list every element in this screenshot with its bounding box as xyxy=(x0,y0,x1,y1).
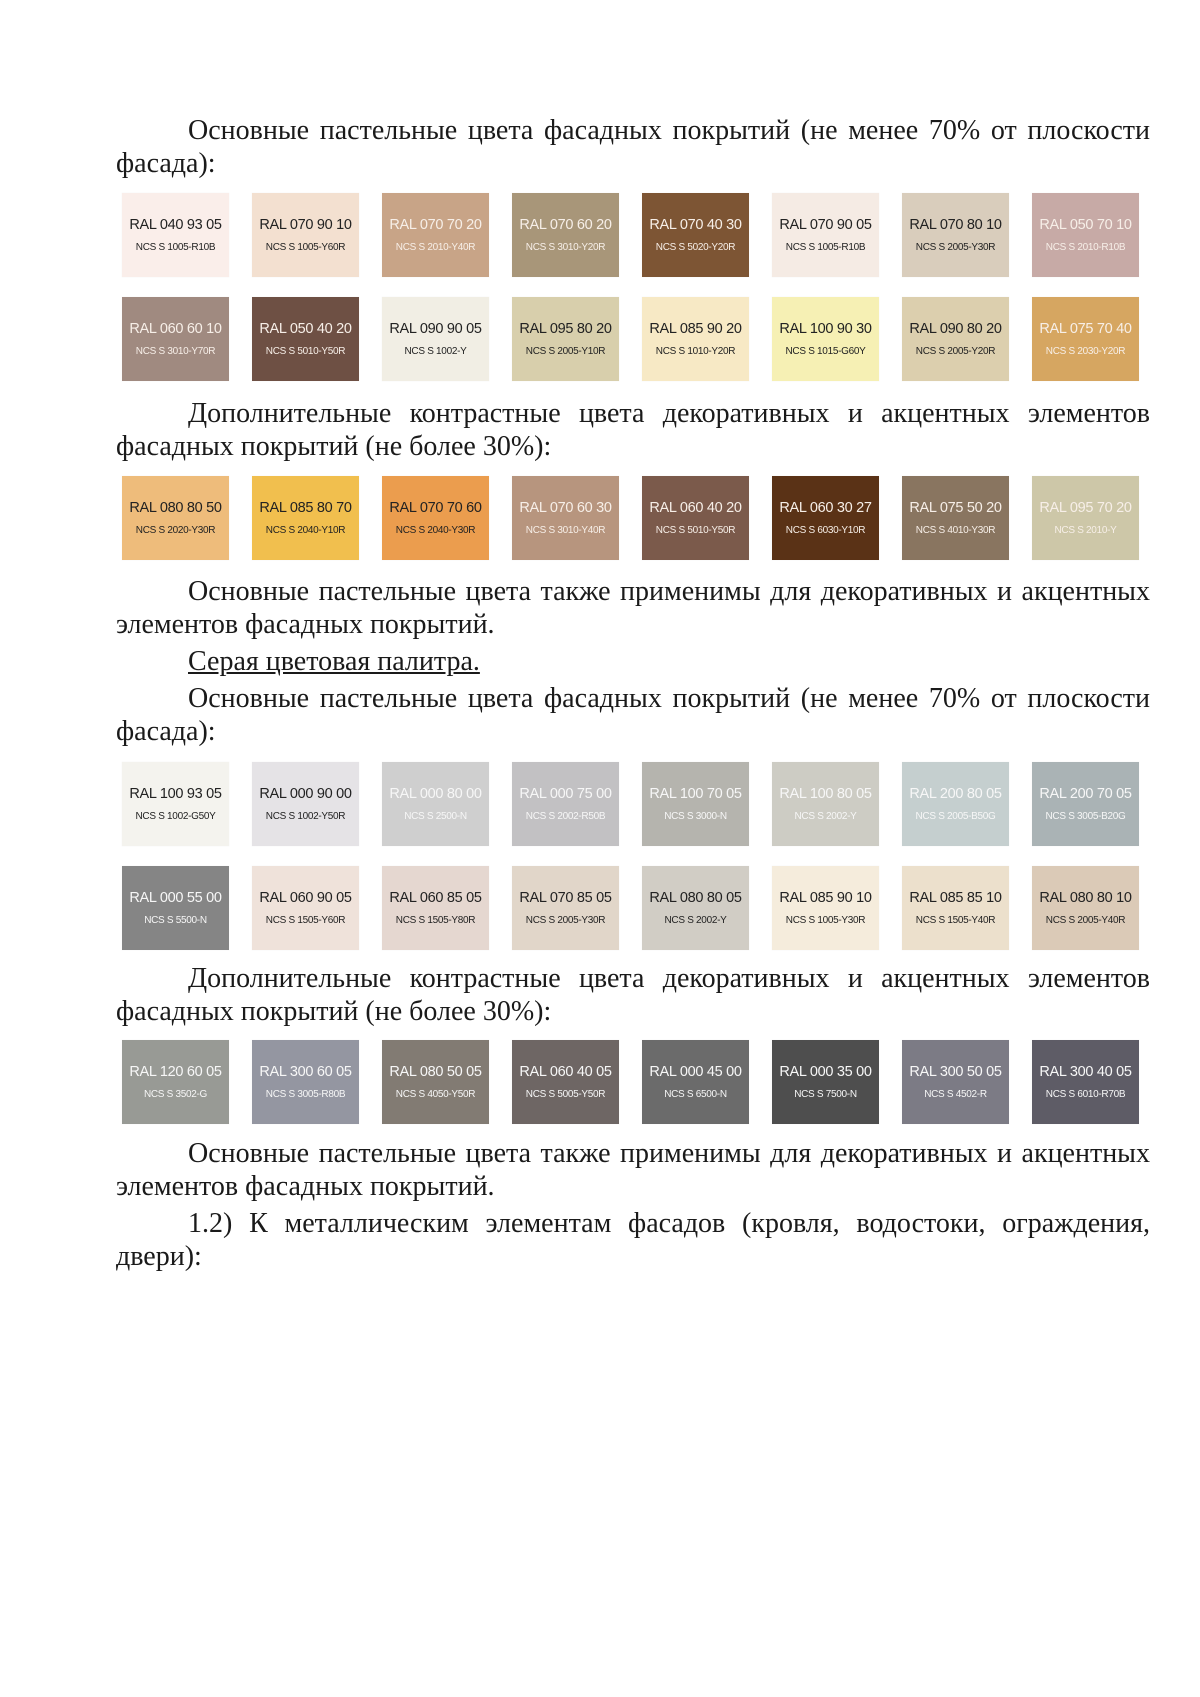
ral-code: RAL 080 80 10 xyxy=(1039,889,1132,906)
ral-code: RAL 080 80 05 xyxy=(649,889,742,906)
color-swatch xyxy=(382,866,489,950)
color-swatch xyxy=(1032,1040,1139,1124)
color-swatch xyxy=(772,762,879,846)
color-swatch xyxy=(512,297,619,381)
ral-code: RAL 070 90 10 xyxy=(259,216,352,233)
ncs-code: NCS S 2010-Y40R xyxy=(395,241,476,253)
ral-code: RAL 060 40 20 xyxy=(649,499,742,516)
ral-code: RAL 300 40 05 xyxy=(1039,1063,1132,1080)
ncs-code: NCS S 5500-N xyxy=(144,914,207,926)
ncs-code: NCS S 2002-Y xyxy=(664,914,727,926)
ral-code: RAL 120 60 05 xyxy=(129,1063,222,1080)
ral-code: RAL 050 70 10 xyxy=(1039,216,1132,233)
color-swatch xyxy=(512,476,619,560)
ncs-code: NCS S 3502-G xyxy=(143,1088,208,1100)
ncs-code: NCS S 3010-Y70R xyxy=(135,345,216,357)
ral-code: RAL 070 80 10 xyxy=(909,216,1002,233)
ral-code: RAL 000 35 00 xyxy=(779,1063,872,1080)
ncs-code: NCS S 2040-Y30R xyxy=(395,524,476,536)
color-swatch xyxy=(512,193,619,277)
beige-main-palette xyxy=(122,193,1139,381)
color-swatch xyxy=(772,297,879,381)
ncs-code: NCS S 2005-Y30R xyxy=(525,914,606,926)
ral-code: RAL 090 80 20 xyxy=(909,320,1002,337)
ncs-code: NCS S 2500-N xyxy=(404,810,467,822)
ral-code: RAL 100 70 05 xyxy=(649,785,742,802)
color-swatch xyxy=(902,762,1009,846)
color-swatch xyxy=(1032,866,1139,950)
color-swatch xyxy=(642,1040,749,1124)
color-swatch xyxy=(642,866,749,950)
color-swatch xyxy=(902,297,1009,381)
color-swatch xyxy=(252,476,359,560)
ncs-code: NCS S 2010-R10B xyxy=(1045,241,1126,253)
color-swatch xyxy=(122,1040,229,1124)
color-swatch xyxy=(252,866,359,950)
ral-code: RAL 085 80 70 xyxy=(259,499,352,516)
ral-code: RAL 050 40 20 xyxy=(259,320,352,337)
ncs-code: NCS S 2005-Y30R xyxy=(915,241,996,253)
section-heading xyxy=(116,645,1150,678)
color-swatch xyxy=(512,1040,619,1124)
ral-code: RAL 060 60 10 xyxy=(129,320,222,337)
ral-code: RAL 070 40 30 xyxy=(649,216,742,233)
color-swatch xyxy=(512,866,619,950)
color-swatch xyxy=(252,762,359,846)
ncs-code: NCS S 2030-Y20R xyxy=(1045,345,1126,357)
ral-code: RAL 060 40 05 xyxy=(519,1063,612,1080)
ncs-code: NCS S 2002-Y xyxy=(794,810,857,822)
beige-accent-palette xyxy=(122,476,1139,560)
ncs-code: NCS S 1002-G50Y xyxy=(135,810,216,822)
color-swatch xyxy=(382,193,489,277)
color-swatch xyxy=(772,1040,879,1124)
ncs-code: NCS S 5005-Y50R xyxy=(525,1088,606,1100)
color-swatch xyxy=(902,1040,1009,1124)
color-swatch xyxy=(1032,762,1139,846)
ncs-code: NCS S 1010-Y20R xyxy=(655,345,736,357)
ncs-code: NCS S 2040-Y10R xyxy=(265,524,346,536)
color-swatch xyxy=(1032,476,1139,560)
ncs-code: NCS S 3010-Y40R xyxy=(525,524,606,536)
ncs-code: NCS S 2005-Y20R xyxy=(915,345,996,357)
ral-code: RAL 200 70 05 xyxy=(1039,785,1132,802)
ncs-code: NCS S 7500-N xyxy=(794,1088,857,1100)
ncs-code: NCS S 3000-N xyxy=(664,810,727,822)
ral-code: RAL 060 90 05 xyxy=(259,889,352,906)
ncs-code: NCS S 5010-Y50R xyxy=(265,345,346,357)
ral-code: RAL 000 55 00 xyxy=(129,889,222,906)
color-swatch xyxy=(122,193,229,277)
color-swatch xyxy=(1032,193,1139,277)
color-swatch xyxy=(252,1040,359,1124)
ral-code: RAL 095 70 20 xyxy=(1039,499,1132,516)
paragraph: 1.2) К металлическим элементам фасадов (кровля, водостоки, ограждения, двери): xyxy=(116,1208,1150,1272)
ncs-code: NCS S 1005-R10B xyxy=(785,241,866,253)
ncs-code: NCS S 1002-Y50R xyxy=(265,810,346,822)
ncs-code: NCS S 2002-R50B xyxy=(525,810,606,822)
ncs-code: NCS S 6010-R70B xyxy=(1045,1088,1126,1100)
ral-code: RAL 200 80 05 xyxy=(909,785,1002,802)
color-swatch xyxy=(642,762,749,846)
paragraph: Дополнительные контрастные цвета декоративных и акцентных элементов фасадных покрытий (не более 30%): xyxy=(116,398,1150,462)
ral-code: RAL 060 85 05 xyxy=(389,889,482,906)
paragraph: Дополнительные контрастные цвета декоративных и акцентных элементов фасадных покрытий (не более 30%): xyxy=(116,963,1150,1027)
ral-code: RAL 075 50 20 xyxy=(909,499,1002,516)
color-swatch xyxy=(642,476,749,560)
ral-code: RAL 100 93 05 xyxy=(129,785,222,802)
ral-code: RAL 000 45 00 xyxy=(649,1063,742,1080)
ncs-code: NCS S 4010-Y30R xyxy=(915,524,996,536)
ral-code: RAL 040 93 05 xyxy=(129,216,222,233)
ncs-code: NCS S 1015-G60Y xyxy=(785,345,866,357)
ral-code: RAL 000 75 00 xyxy=(519,785,612,802)
ncs-code: NCS S 3005-B20G xyxy=(1045,810,1126,822)
ral-code: RAL 075 70 40 xyxy=(1039,320,1132,337)
ral-code: RAL 100 80 05 xyxy=(779,785,872,802)
ral-code: RAL 000 90 00 xyxy=(259,785,352,802)
ral-code: RAL 100 90 30 xyxy=(779,320,872,337)
ral-code: RAL 070 90 05 xyxy=(779,216,872,233)
ral-code: RAL 300 50 05 xyxy=(909,1063,1002,1080)
ncs-code: NCS S 1002-Y xyxy=(404,345,467,357)
ral-code: RAL 000 80 00 xyxy=(389,785,482,802)
ncs-code: NCS S 1005-Y30R xyxy=(785,914,866,926)
ral-code: RAL 070 70 60 xyxy=(389,499,482,516)
gray-accent-palette xyxy=(122,1040,1139,1124)
color-swatch xyxy=(902,476,1009,560)
ncs-code: NCS S 1505-Y60R xyxy=(265,914,346,926)
ncs-code: NCS S 2005-Y40R xyxy=(1045,914,1126,926)
ncs-code: NCS S 4502-R xyxy=(924,1088,987,1100)
ncs-code: NCS S 1005-R10B xyxy=(135,241,216,253)
color-swatch xyxy=(642,193,749,277)
color-swatch xyxy=(382,762,489,846)
color-swatch xyxy=(772,476,879,560)
color-swatch xyxy=(252,193,359,277)
ral-code: RAL 070 85 05 xyxy=(519,889,612,906)
ral-code: RAL 070 60 20 xyxy=(519,216,612,233)
ncs-code: NCS S 6500-N xyxy=(664,1088,727,1100)
paragraph: Основные пастельные цвета фасадных покрытий (не менее 70% от плоскости фасада): xyxy=(116,115,1150,179)
color-swatch xyxy=(252,297,359,381)
color-swatch xyxy=(902,866,1009,950)
color-swatch xyxy=(642,297,749,381)
ral-code: RAL 300 60 05 xyxy=(259,1063,352,1080)
ncs-code: NCS S 1505-Y80R xyxy=(395,914,476,926)
color-swatch xyxy=(122,762,229,846)
color-swatch xyxy=(382,1040,489,1124)
paragraph: Основные пастельные цвета также применимы для декоративных и акцентных элементов фасадных покрытий. xyxy=(116,1138,1150,1202)
ncs-code: NCS S 5010-Y50R xyxy=(655,524,736,536)
paragraph: Основные пастельные цвета фасадных покрытий (не менее 70% от плоскости фасада): xyxy=(116,683,1150,747)
ral-code: RAL 085 90 20 xyxy=(649,320,742,337)
ncs-code: NCS S 2020-Y30R xyxy=(135,524,216,536)
ral-code: RAL 070 70 20 xyxy=(389,216,482,233)
color-swatch xyxy=(382,476,489,560)
color-swatch xyxy=(1032,297,1139,381)
paragraph: Основные пастельные цвета также применимы для декоративных и акцентных элементов фасадных покрытий. xyxy=(116,576,1150,640)
ncs-code: NCS S 1505-Y40R xyxy=(915,914,996,926)
ncs-code: NCS S 3010-Y20R xyxy=(525,241,606,253)
gray-palette-heading: Серая цветовая палитра. xyxy=(188,646,480,677)
ral-code: RAL 080 50 05 xyxy=(389,1063,482,1080)
color-swatch xyxy=(122,476,229,560)
ral-code: RAL 070 60 30 xyxy=(519,499,612,516)
color-swatch xyxy=(122,866,229,950)
color-swatch xyxy=(122,297,229,381)
ncs-code: NCS S 1005-Y60R xyxy=(265,241,346,253)
ncs-code: NCS S 3005-R80B xyxy=(265,1088,346,1100)
ncs-code: NCS S 6030-Y10R xyxy=(785,524,866,536)
ncs-code: NCS S 2010-Y xyxy=(1054,524,1117,536)
ncs-code: NCS S 2005-B50G xyxy=(915,810,996,822)
color-swatch xyxy=(382,297,489,381)
color-swatch xyxy=(772,193,879,277)
ncs-code: NCS S 5020-Y20R xyxy=(655,241,736,253)
ncs-code: NCS S 4050-Y50R xyxy=(395,1088,476,1100)
color-swatch xyxy=(512,762,619,846)
gray-main-palette xyxy=(122,762,1139,950)
ral-code: RAL 085 85 10 xyxy=(909,889,1002,906)
ral-code: RAL 060 30 27 xyxy=(779,499,872,516)
ral-code: RAL 085 90 10 xyxy=(779,889,872,906)
ral-code: RAL 095 80 20 xyxy=(519,320,612,337)
ral-code: RAL 090 90 05 xyxy=(389,320,482,337)
color-swatch xyxy=(772,866,879,950)
color-swatch xyxy=(902,193,1009,277)
ral-code: RAL 080 80 50 xyxy=(129,499,222,516)
ncs-code: NCS S 2005-Y10R xyxy=(525,345,606,357)
